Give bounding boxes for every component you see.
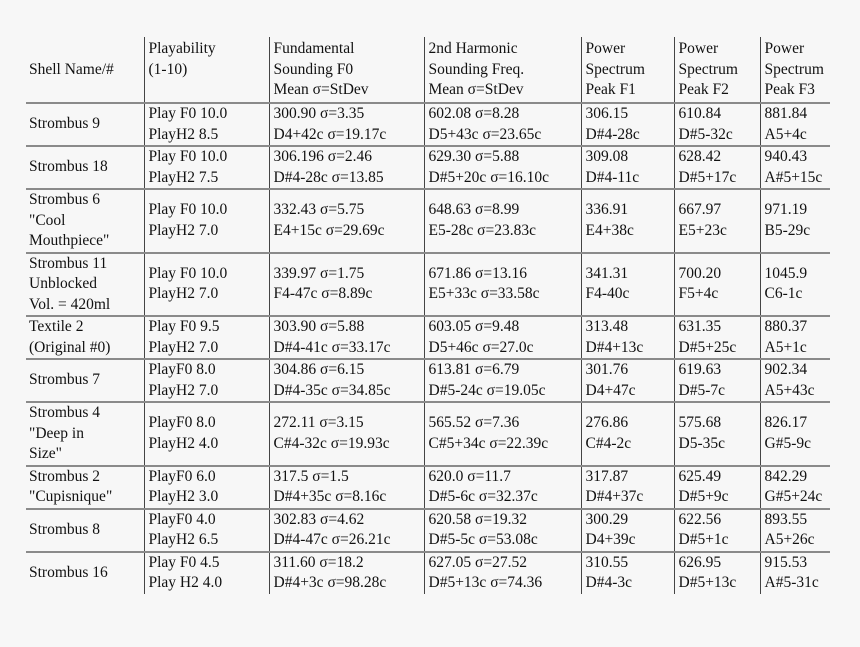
cell-line: 842.29 bbox=[764, 467, 808, 485]
cell-line: 339.97 σ=1.75 bbox=[273, 264, 365, 282]
cell-peak-f2 bbox=[674, 359, 760, 402]
cell-line: 602.08 σ=8.28 bbox=[428, 105, 520, 122]
cell-line: C#4-32c σ=19.93c bbox=[273, 434, 390, 452]
cell-line: 940.43 bbox=[764, 148, 808, 165]
cell-fundamental-f0 bbox=[269, 316, 424, 359]
cell-line: 309.08 bbox=[585, 148, 629, 165]
cell-line: (Original #0) bbox=[29, 338, 111, 356]
cell-playability bbox=[144, 146, 269, 189]
cell-line: D#5-32c bbox=[678, 125, 733, 143]
cell-fundamental-f0 bbox=[269, 253, 424, 317]
cell-second-harmonic bbox=[424, 552, 581, 594]
cell-line: "Cupisnique" bbox=[29, 488, 113, 505]
cell-shell-name bbox=[26, 509, 144, 552]
cell-line: D#4+37c bbox=[585, 488, 644, 505]
cell-line: D#5-7c bbox=[678, 381, 725, 399]
cell-line: D5+46c σ=27.0c bbox=[428, 338, 534, 356]
cell-playability bbox=[144, 509, 269, 552]
cell-playability bbox=[144, 402, 269, 466]
cell-line: Play H2 4.0 bbox=[148, 574, 223, 591]
cell-peak-f2 bbox=[674, 552, 760, 594]
cell-line: Spectrum bbox=[764, 60, 824, 78]
cell-peak-f1 bbox=[581, 402, 674, 466]
header-peak-f2 bbox=[674, 37, 760, 103]
cell-line: 310.55 bbox=[585, 553, 629, 571]
cell-line: 880.37 bbox=[764, 318, 808, 335]
cell-line: 300.90 σ=3.35 bbox=[273, 105, 365, 122]
cell-line: D#5+1c bbox=[678, 531, 729, 548]
cell-peak-f2 bbox=[674, 316, 760, 359]
cell-line: 626.95 bbox=[678, 553, 722, 571]
cell-line: 631.35 bbox=[678, 318, 722, 335]
cell-line: Mean σ=StDev bbox=[273, 81, 369, 98]
table-row bbox=[26, 146, 830, 189]
cell-fundamental-f0 bbox=[269, 552, 424, 594]
cell-line: E5+23c bbox=[678, 221, 727, 239]
cell-line: 311.60 σ=18.2 bbox=[273, 553, 364, 571]
cell-peak-f1 bbox=[581, 466, 674, 509]
cell-shell-name bbox=[26, 103, 144, 146]
cell-line: E4+38c bbox=[585, 221, 634, 239]
cell-line: Strombus 11 bbox=[29, 254, 108, 272]
cell-line: D5+43c σ=23.65c bbox=[428, 125, 542, 143]
cell-line: PlayH2 7.0 bbox=[148, 338, 219, 356]
cell-second-harmonic bbox=[424, 466, 581, 509]
cell-line: PlayH2 7.0 bbox=[148, 285, 219, 303]
cell-line: 648.63 σ=8.99 bbox=[428, 201, 520, 219]
cell-line: E4+15c σ=29.69c bbox=[273, 221, 385, 239]
cell-peak-f2 bbox=[674, 509, 760, 552]
cell-line: 915.53 bbox=[764, 553, 808, 571]
cell-second-harmonic bbox=[424, 402, 581, 466]
cell-line: D#4-41c σ=33.17c bbox=[273, 338, 391, 356]
cell-peak-f2 bbox=[674, 189, 760, 253]
cell-shell-name bbox=[26, 189, 144, 253]
cell-line: Play F0 10.0 bbox=[148, 148, 228, 165]
cell-line: 575.68 bbox=[678, 414, 722, 432]
cell-shell-name bbox=[26, 402, 144, 466]
shell-acoustics-table bbox=[26, 37, 830, 594]
cell-line: 629.30 σ=5.88 bbox=[428, 148, 520, 165]
cell-line: Sounding F0 bbox=[273, 60, 354, 78]
cell-playability bbox=[144, 103, 269, 146]
cell-line: G#5-9c bbox=[764, 434, 811, 452]
cell-line: D#4-28c σ=13.85 bbox=[273, 168, 384, 186]
cell-playability bbox=[144, 552, 269, 594]
cell-line: PlayH2 6.5 bbox=[148, 531, 219, 548]
table-row bbox=[26, 509, 830, 552]
cell-line: 826.17 bbox=[764, 414, 808, 432]
cell-second-harmonic bbox=[424, 253, 581, 317]
cell-line: D#5+17c bbox=[678, 168, 737, 186]
cell-line: 622.56 bbox=[678, 510, 722, 528]
cell-line: D4+47c bbox=[585, 381, 636, 399]
cell-line: A5+26c bbox=[764, 531, 815, 548]
cell-line: 332.43 σ=5.75 bbox=[273, 201, 365, 219]
cell-line: 610.84 bbox=[678, 105, 722, 122]
cell-shell-name bbox=[26, 253, 144, 317]
cell-line: C6-1c bbox=[764, 285, 803, 303]
cell-peak-f2 bbox=[674, 146, 760, 189]
cell-line: 2nd Harmonic bbox=[428, 40, 518, 57]
cell-peak-f3 bbox=[760, 509, 830, 552]
cell-line: PlayH2 4.0 bbox=[148, 434, 219, 452]
cell-line: 341.31 bbox=[585, 264, 629, 282]
cell-second-harmonic bbox=[424, 316, 581, 359]
cell-line: 1045.9 bbox=[764, 264, 808, 282]
header-shell-name bbox=[26, 37, 144, 103]
cell-line: 306.196 σ=2.46 bbox=[273, 148, 372, 165]
cell-line: 303.90 σ=5.88 bbox=[273, 318, 365, 335]
cell-line: A#5+15c bbox=[764, 168, 823, 186]
cell-peak-f1 bbox=[581, 316, 674, 359]
table-row bbox=[26, 103, 830, 146]
table-row bbox=[26, 359, 830, 402]
cell-line: 565.52 σ=7.36 bbox=[428, 414, 520, 432]
table-row bbox=[26, 466, 830, 509]
cell-peak-f3 bbox=[760, 103, 830, 146]
cell-line: Peak F1 bbox=[585, 81, 636, 98]
cell-line: D#5-24c σ=19.05c bbox=[428, 381, 546, 399]
cell-peak-f2 bbox=[674, 253, 760, 317]
cell-line: Strombus 9 bbox=[29, 115, 101, 133]
cell-second-harmonic bbox=[424, 509, 581, 552]
cell-line: Play F0 10.0 bbox=[148, 105, 228, 122]
table-row bbox=[26, 316, 830, 359]
cell-playability bbox=[144, 316, 269, 359]
cell-line: 613.81 σ=6.79 bbox=[428, 361, 520, 378]
data-table-container bbox=[26, 37, 830, 594]
cell-line: 301.76 bbox=[585, 361, 629, 378]
cell-line: Play F0 10.0 bbox=[148, 264, 228, 282]
cell-line: 893.55 bbox=[764, 510, 808, 528]
cell-line: 628.42 bbox=[678, 148, 722, 165]
cell-line: 620.58 σ=19.32 bbox=[428, 510, 527, 528]
cell-line: Playability bbox=[148, 40, 216, 57]
cell-line: Power bbox=[678, 40, 719, 57]
cell-line: Spectrum bbox=[585, 60, 645, 78]
cell-line: F4-40c bbox=[585, 285, 630, 303]
cell-peak-f2 bbox=[674, 103, 760, 146]
cell-shell-name bbox=[26, 552, 144, 594]
cell-line: D#5+9c bbox=[678, 488, 729, 505]
cell-line: Fundamental bbox=[273, 40, 355, 57]
cell-line: D#4+3c σ=98.28c bbox=[273, 574, 387, 591]
cell-peak-f3 bbox=[760, 253, 830, 317]
cell-shell-name bbox=[26, 316, 144, 359]
cell-line: D#4-47c σ=26.21c bbox=[273, 531, 391, 548]
cell-peak-f3 bbox=[760, 146, 830, 189]
cell-line: Shell Name/# bbox=[29, 60, 114, 78]
cell-line: 313.48 bbox=[585, 318, 629, 335]
cell-fundamental-f0 bbox=[269, 359, 424, 402]
cell-line: Play F0 4.5 bbox=[148, 553, 220, 571]
cell-peak-f1 bbox=[581, 253, 674, 317]
cell-peak-f1 bbox=[581, 359, 674, 402]
cell-line: D#5+13c bbox=[678, 574, 737, 591]
cell-peak-f3 bbox=[760, 316, 830, 359]
cell-line: 300.29 bbox=[585, 510, 629, 528]
cell-shell-name bbox=[26, 146, 144, 189]
cell-line: 627.05 σ=27.52 bbox=[428, 553, 527, 571]
cell-line: PlayH2 7.0 bbox=[148, 221, 219, 239]
cell-line: 603.05 σ=9.48 bbox=[428, 318, 520, 335]
cell-playability bbox=[144, 253, 269, 317]
cell-line: 304.86 σ=6.15 bbox=[273, 361, 365, 378]
cell-line: Size" bbox=[29, 445, 63, 462]
cell-line: Strombus 18 bbox=[29, 158, 108, 176]
cell-line: D4+42c σ=19.17c bbox=[273, 125, 387, 143]
cell-line: D#4+35c σ=8.16c bbox=[273, 488, 387, 505]
cell-line: A5+1c bbox=[764, 338, 807, 356]
cell-fundamental-f0 bbox=[269, 103, 424, 146]
header-peak-f1 bbox=[581, 37, 674, 103]
header-second-harmonic bbox=[424, 37, 581, 103]
cell-line: 667.97 bbox=[678, 201, 722, 219]
cell-line: D#5-5c σ=53.08c bbox=[428, 531, 538, 548]
cell-line: D#4-35c σ=34.85c bbox=[273, 381, 391, 399]
cell-line: Play F0 9.5 bbox=[148, 318, 220, 335]
cell-line: Strombus 7 bbox=[29, 371, 101, 389]
cell-second-harmonic bbox=[424, 146, 581, 189]
cell-line: 620.0 σ=11.7 bbox=[428, 467, 511, 485]
cell-line: D#5+25c bbox=[678, 338, 737, 356]
cell-line: D#5-6c σ=32.37c bbox=[428, 488, 538, 505]
cell-line: D#5+20c σ=16.10c bbox=[428, 168, 550, 186]
cell-line: C#5+34c σ=22.39c bbox=[428, 434, 549, 452]
cell-fundamental-f0 bbox=[269, 189, 424, 253]
cell-line: E5-28c σ=23.83c bbox=[428, 221, 536, 239]
cell-second-harmonic bbox=[424, 103, 581, 146]
cell-peak-f2 bbox=[674, 402, 760, 466]
cell-peak-f3 bbox=[760, 359, 830, 402]
cell-line: 272.11 σ=3.15 bbox=[273, 414, 364, 432]
cell-line: 671.86 σ=13.16 bbox=[428, 264, 527, 282]
cell-line: D4+39c bbox=[585, 531, 636, 548]
cell-line: F5+4c bbox=[678, 285, 719, 303]
cell-line: 306.15 bbox=[585, 105, 629, 122]
cell-shell-name bbox=[26, 359, 144, 402]
cell-line: PlayF0 6.0 bbox=[148, 467, 216, 485]
cell-line: Textile 2 bbox=[29, 318, 84, 335]
cell-playability bbox=[144, 189, 269, 253]
cell-line: D#4-28c bbox=[585, 125, 640, 143]
cell-line: Strombus 4 bbox=[29, 404, 101, 421]
cell-peak-f2 bbox=[674, 466, 760, 509]
cell-line: C#4-2c bbox=[585, 434, 632, 452]
cell-line: PlayF0 8.0 bbox=[148, 361, 216, 378]
header-playability bbox=[144, 37, 269, 103]
cell-line: Sounding Freq. bbox=[428, 60, 525, 78]
cell-peak-f3 bbox=[760, 189, 830, 253]
cell-peak-f3 bbox=[760, 552, 830, 594]
cell-fundamental-f0 bbox=[269, 509, 424, 552]
cell-peak-f1 bbox=[581, 552, 674, 594]
cell-line: Power bbox=[585, 40, 626, 57]
cell-line: D#4-3c bbox=[585, 574, 632, 591]
cell-line: D#5+13c σ=74.36 bbox=[428, 574, 543, 591]
cell-line: PlayH2 7.5 bbox=[148, 168, 219, 186]
table-row bbox=[26, 189, 830, 253]
cell-fundamental-f0 bbox=[269, 466, 424, 509]
cell-line: PlayH2 3.0 bbox=[148, 488, 219, 505]
cell-line: Peak F3 bbox=[764, 81, 815, 98]
cell-line: Vol. = 420ml bbox=[29, 295, 111, 313]
cell-line: 700.20 bbox=[678, 264, 722, 282]
header-fundamental-f0 bbox=[269, 37, 424, 103]
cell-line: D5-35c bbox=[678, 434, 725, 452]
cell-line: Strombus 6 bbox=[29, 191, 101, 208]
cell-line: (1-10) bbox=[148, 60, 188, 78]
cell-line: Mouthpiece" bbox=[29, 232, 110, 249]
cell-peak-f1 bbox=[581, 103, 674, 146]
cell-second-harmonic bbox=[424, 189, 581, 253]
cell-line: B5-29c bbox=[764, 221, 811, 239]
cell-line: Play F0 10.0 bbox=[148, 201, 228, 219]
cell-line: E5+33c σ=33.58c bbox=[428, 285, 540, 303]
header-row bbox=[26, 37, 830, 103]
cell-line: F4-47c σ=8.89c bbox=[273, 285, 373, 303]
cell-line: Unblocked bbox=[29, 275, 98, 292]
cell-line: A#5-31c bbox=[764, 574, 819, 591]
cell-fundamental-f0 bbox=[269, 146, 424, 189]
cell-line: 336.91 bbox=[585, 201, 629, 219]
cell-line: A5+43c bbox=[764, 381, 815, 399]
cell-peak-f1 bbox=[581, 509, 674, 552]
cell-peak-f1 bbox=[581, 189, 674, 253]
cell-line: 276.86 bbox=[585, 414, 629, 432]
cell-peak-f3 bbox=[760, 466, 830, 509]
cell-line: D#4+13c bbox=[585, 338, 644, 356]
table-row bbox=[26, 552, 830, 594]
cell-line: PlayF0 8.0 bbox=[148, 414, 216, 432]
cell-line: A5+4c bbox=[764, 125, 807, 143]
cell-line: 902.34 bbox=[764, 361, 808, 378]
cell-peak-f1 bbox=[581, 146, 674, 189]
cell-line: Strombus 16 bbox=[29, 563, 108, 581]
cell-line: 302.83 σ=4.62 bbox=[273, 510, 365, 528]
cell-line: 625.49 bbox=[678, 467, 722, 485]
cell-line: Power bbox=[764, 40, 805, 57]
cell-line: 881.84 bbox=[764, 105, 808, 122]
cell-shell-name bbox=[26, 466, 144, 509]
cell-line: D#4-11c bbox=[585, 168, 640, 186]
cell-line: "Cool bbox=[29, 211, 66, 229]
cell-line: PlayF0 4.0 bbox=[148, 510, 216, 528]
cell-peak-f3 bbox=[760, 402, 830, 466]
header-peak-f3 bbox=[760, 37, 830, 103]
cell-line: G#5+24c bbox=[764, 488, 823, 505]
cell-line: 317.87 bbox=[585, 467, 629, 485]
cell-playability bbox=[144, 466, 269, 509]
table-row bbox=[26, 402, 830, 466]
cell-line: Strombus 8 bbox=[29, 520, 101, 538]
cell-line: Mean σ=StDev bbox=[428, 81, 524, 98]
cell-line: 971.19 bbox=[764, 201, 808, 219]
cell-line: 317.5 σ=1.5 bbox=[273, 467, 349, 485]
cell-line: Strombus 2 bbox=[29, 467, 101, 485]
cell-fundamental-f0 bbox=[269, 402, 424, 466]
cell-playability bbox=[144, 359, 269, 402]
table-row bbox=[26, 253, 830, 317]
cell-line: PlayH2 7.0 bbox=[148, 381, 219, 399]
cell-line: 619.63 bbox=[678, 361, 722, 378]
cell-line: Spectrum bbox=[678, 60, 738, 78]
cell-second-harmonic bbox=[424, 359, 581, 402]
cell-line: "Deep in bbox=[29, 424, 84, 442]
cell-line: Peak F2 bbox=[678, 81, 729, 98]
cell-line: PlayH2 8.5 bbox=[148, 125, 219, 143]
